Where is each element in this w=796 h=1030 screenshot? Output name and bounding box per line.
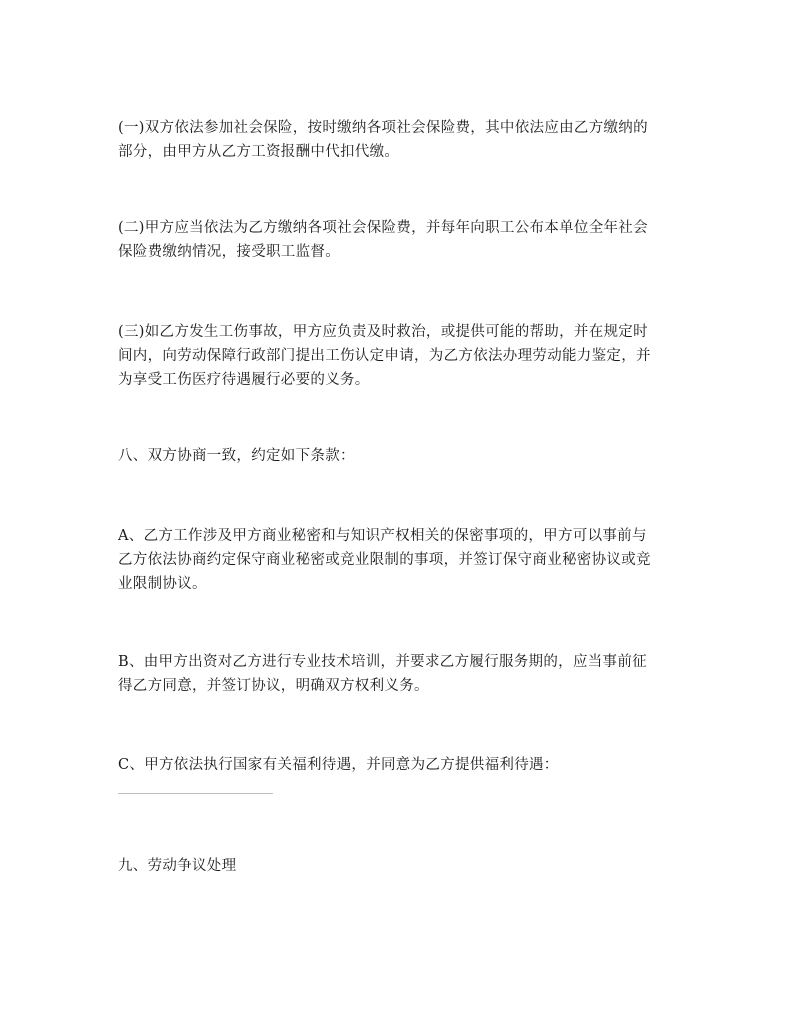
clause-a [118,524,690,596]
clause-c [118,753,690,777]
text-line: C、甲方依法执行国家有关福利待遇，并同意为乙方提供福利待遇： [118,757,559,773]
fill-in-blank-line [118,793,273,794]
text-line: 乙方依法协商约定保守商业秘密或竞业限制的事项，并签订保守商业秘密协议或竞 [118,552,651,568]
text-line: 业限制协议。 [118,576,207,592]
clause-b [118,650,690,698]
text-line: B、由甲方出资对乙方进行专业技术培训，并要求乙方履行服务期的，应当事前征 [118,654,647,670]
text-line: (二)甲方应当依法为乙方缴纳各项社会保险费，并每年向职工公布本单位全年社会 [118,220,648,236]
text-line: 得乙方同意，并签订协议，明确双方权利义务。 [118,678,429,694]
text-line: A、乙方工作涉及甲方商业秘密和与知识产权相关的保密事项的，甲方可以事前与 [118,528,647,544]
text-line: 为享受工伤医疗待遇履行必要的义务。 [118,372,370,388]
paragraph-social-insurance-1 [118,116,690,164]
text-line: 部分，由甲方从乙方工资报酬中代扣代缴。 [118,144,400,160]
text-line: 间内，向劳动保障行政部门提出工伤认定申请，为乙方依法办理劳动能力鉴定，并 [118,348,651,364]
text-line: (一)双方依法参加社会保险，按时缴纳各项社会保险费，其中依法应由乙方缴纳的 [118,120,648,136]
section-heading-nine [118,854,690,878]
text-line: (三)如乙方发生工伤事故，甲方应负责及时救治，或提供可能的帮助，并在规定时 [118,324,648,340]
paragraph-social-insurance-2 [118,216,690,264]
text-line: 八、双方协商一致，约定如下条款： [118,448,355,464]
paragraph-work-injury [118,320,690,392]
text-line: 保险费缴纳情况，接受职工监督。 [118,244,340,260]
section-heading-eight [118,444,690,468]
text-line: 九、劳动争议处理 [118,858,237,874]
